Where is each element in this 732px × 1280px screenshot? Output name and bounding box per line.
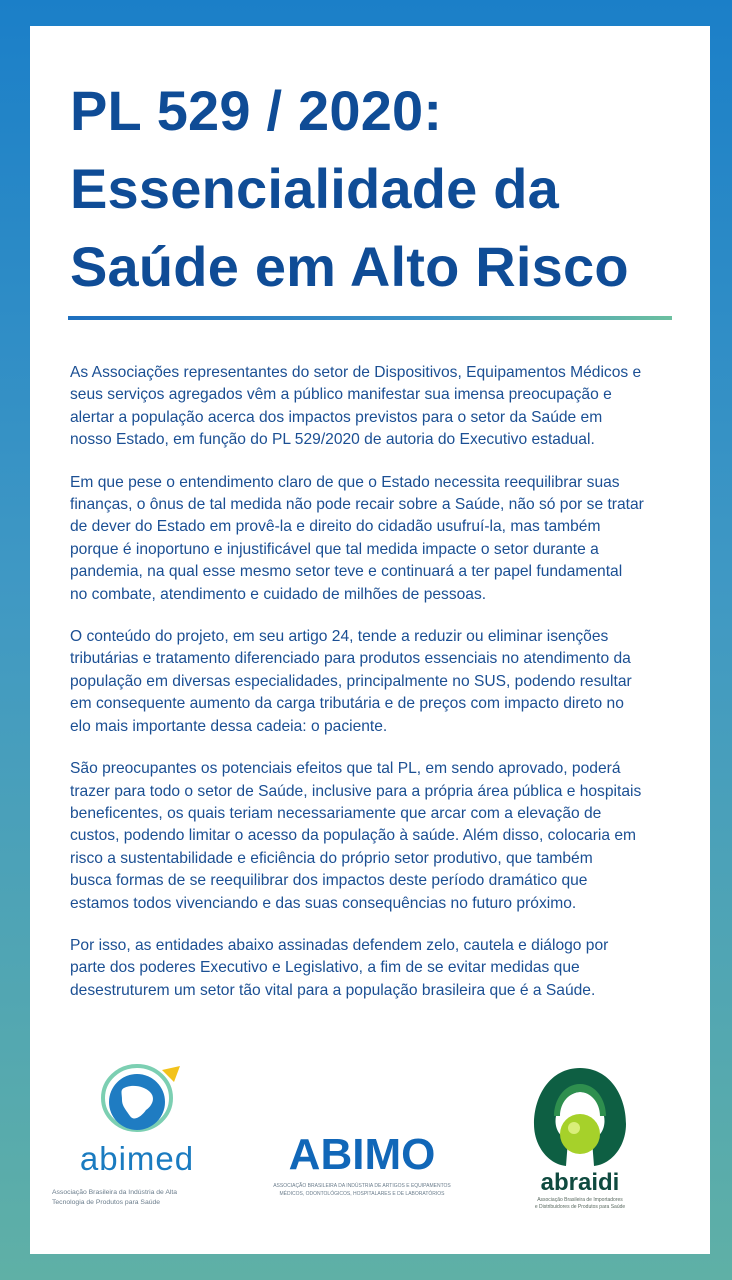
abimo-logo — [272, 1130, 462, 1200]
abraidi-logo — [520, 1062, 640, 1212]
paragraph-1: As Associações representantes do setor de Dispositivos, Equipamentos Médicos e seus serviços agregados vêm a público manifestar sua imensa preocupação e alertar a população acerca dos impactos previstos para o setor da Saúde em nosso Estado, em função do PL 529/2020 de autoria do Executivo estadual. — [70, 364, 642, 449]
title-divider — [68, 316, 672, 320]
paragraph-5: Por isso, as entidades abaixo assinadas defendem zelo, cautela e diálogo por parte dos poderes Executivo e Legislativo, a fim de se evitar medidas que desestruturem um setor tão vital para a população brasileira que é a Saúde. — [70, 936, 609, 999]
abimed-wordmark: abimed — [79, 1140, 195, 1177]
title-line-3: Saúde em Alto Risco — [70, 235, 629, 298]
title-line-2: Essencialidade da — [70, 157, 559, 220]
abimo-subtitle: ASSOCIAÇÃO BRASILEIRA DA INDÚSTRIA DE ARTIGOS E EQUIPAMENTOS MÉDICOS, ODONTOLÓGICOS, HOSPITALARES E DE LABORATÓRIOS — [273, 1183, 451, 1197]
abimed-subtitle: Associação Brasileira da Indústria de Alta Tecnologia de Produtos para Saúde — [52, 1189, 178, 1206]
paragraph-2: Em que pese o entendimento claro de que o Estado necessita reequilibrar suas finanças, o ônus de tal medida não pode recair sobre a Saúde, não só por se tratar de dever do Estado em provê-la e direito do cidadão usufruí-la, mas também porque é inoportuno e injustificável que tal medida impacte o setor durante a pandemia, na qual esse mesmo setor teve e continuará a ter papel fundamental no combate, atendimento e cuidado de milhões de pessoas. — [70, 473, 644, 603]
abimed-logo — [52, 1040, 222, 1206]
abimo-wordmark: ABIMO — [288, 1130, 436, 1179]
abraidi-emblem-icon — [520, 1062, 640, 1172]
abraidi-wordmark: abraidi — [540, 1169, 620, 1196]
abimed-globe-icon — [52, 1040, 222, 1140]
article-body — [70, 362, 680, 1022]
page-title — [70, 72, 690, 306]
abraidi-subtitle: Associação Brasileira de Importadores e Distribuidores de Produtos para Saúde — [534, 1197, 626, 1210]
paragraph-3: O conteúdo do projeto, em seu artigo 24, tende a reduzir ou eliminar isenções tributárias e tratamento diferenciado para produtos essenciais no atendimento da população em diversas especialidades, principalmente no SUS, podendo resultar em consequente aumento da carga tributária e de preços com impacto direto no elo mais importante dessa cadeia: o paciente. — [70, 628, 632, 735]
title-line-1: PL 529 / 2020: — [70, 79, 443, 142]
paragraph-4: São preocupantes os potenciais efeitos que tal PL, em sendo aprovado, poderá trazer para todo o setor de Saúde, inclusive para a própria área pública e hospitais beneficentes, os quais teriam necessariamente que arcar com a elevação de custos, podendo limitar o acesso da população à saúde. Além disso, colocaria em risco a sustentabilidade e eficiência do próprio setor produtivo, que também busca formas de se reequilibrar dos impactos deste período dramático que estamos todos vivenciando e das suas consequências no futuro próximo. — [70, 760, 642, 912]
